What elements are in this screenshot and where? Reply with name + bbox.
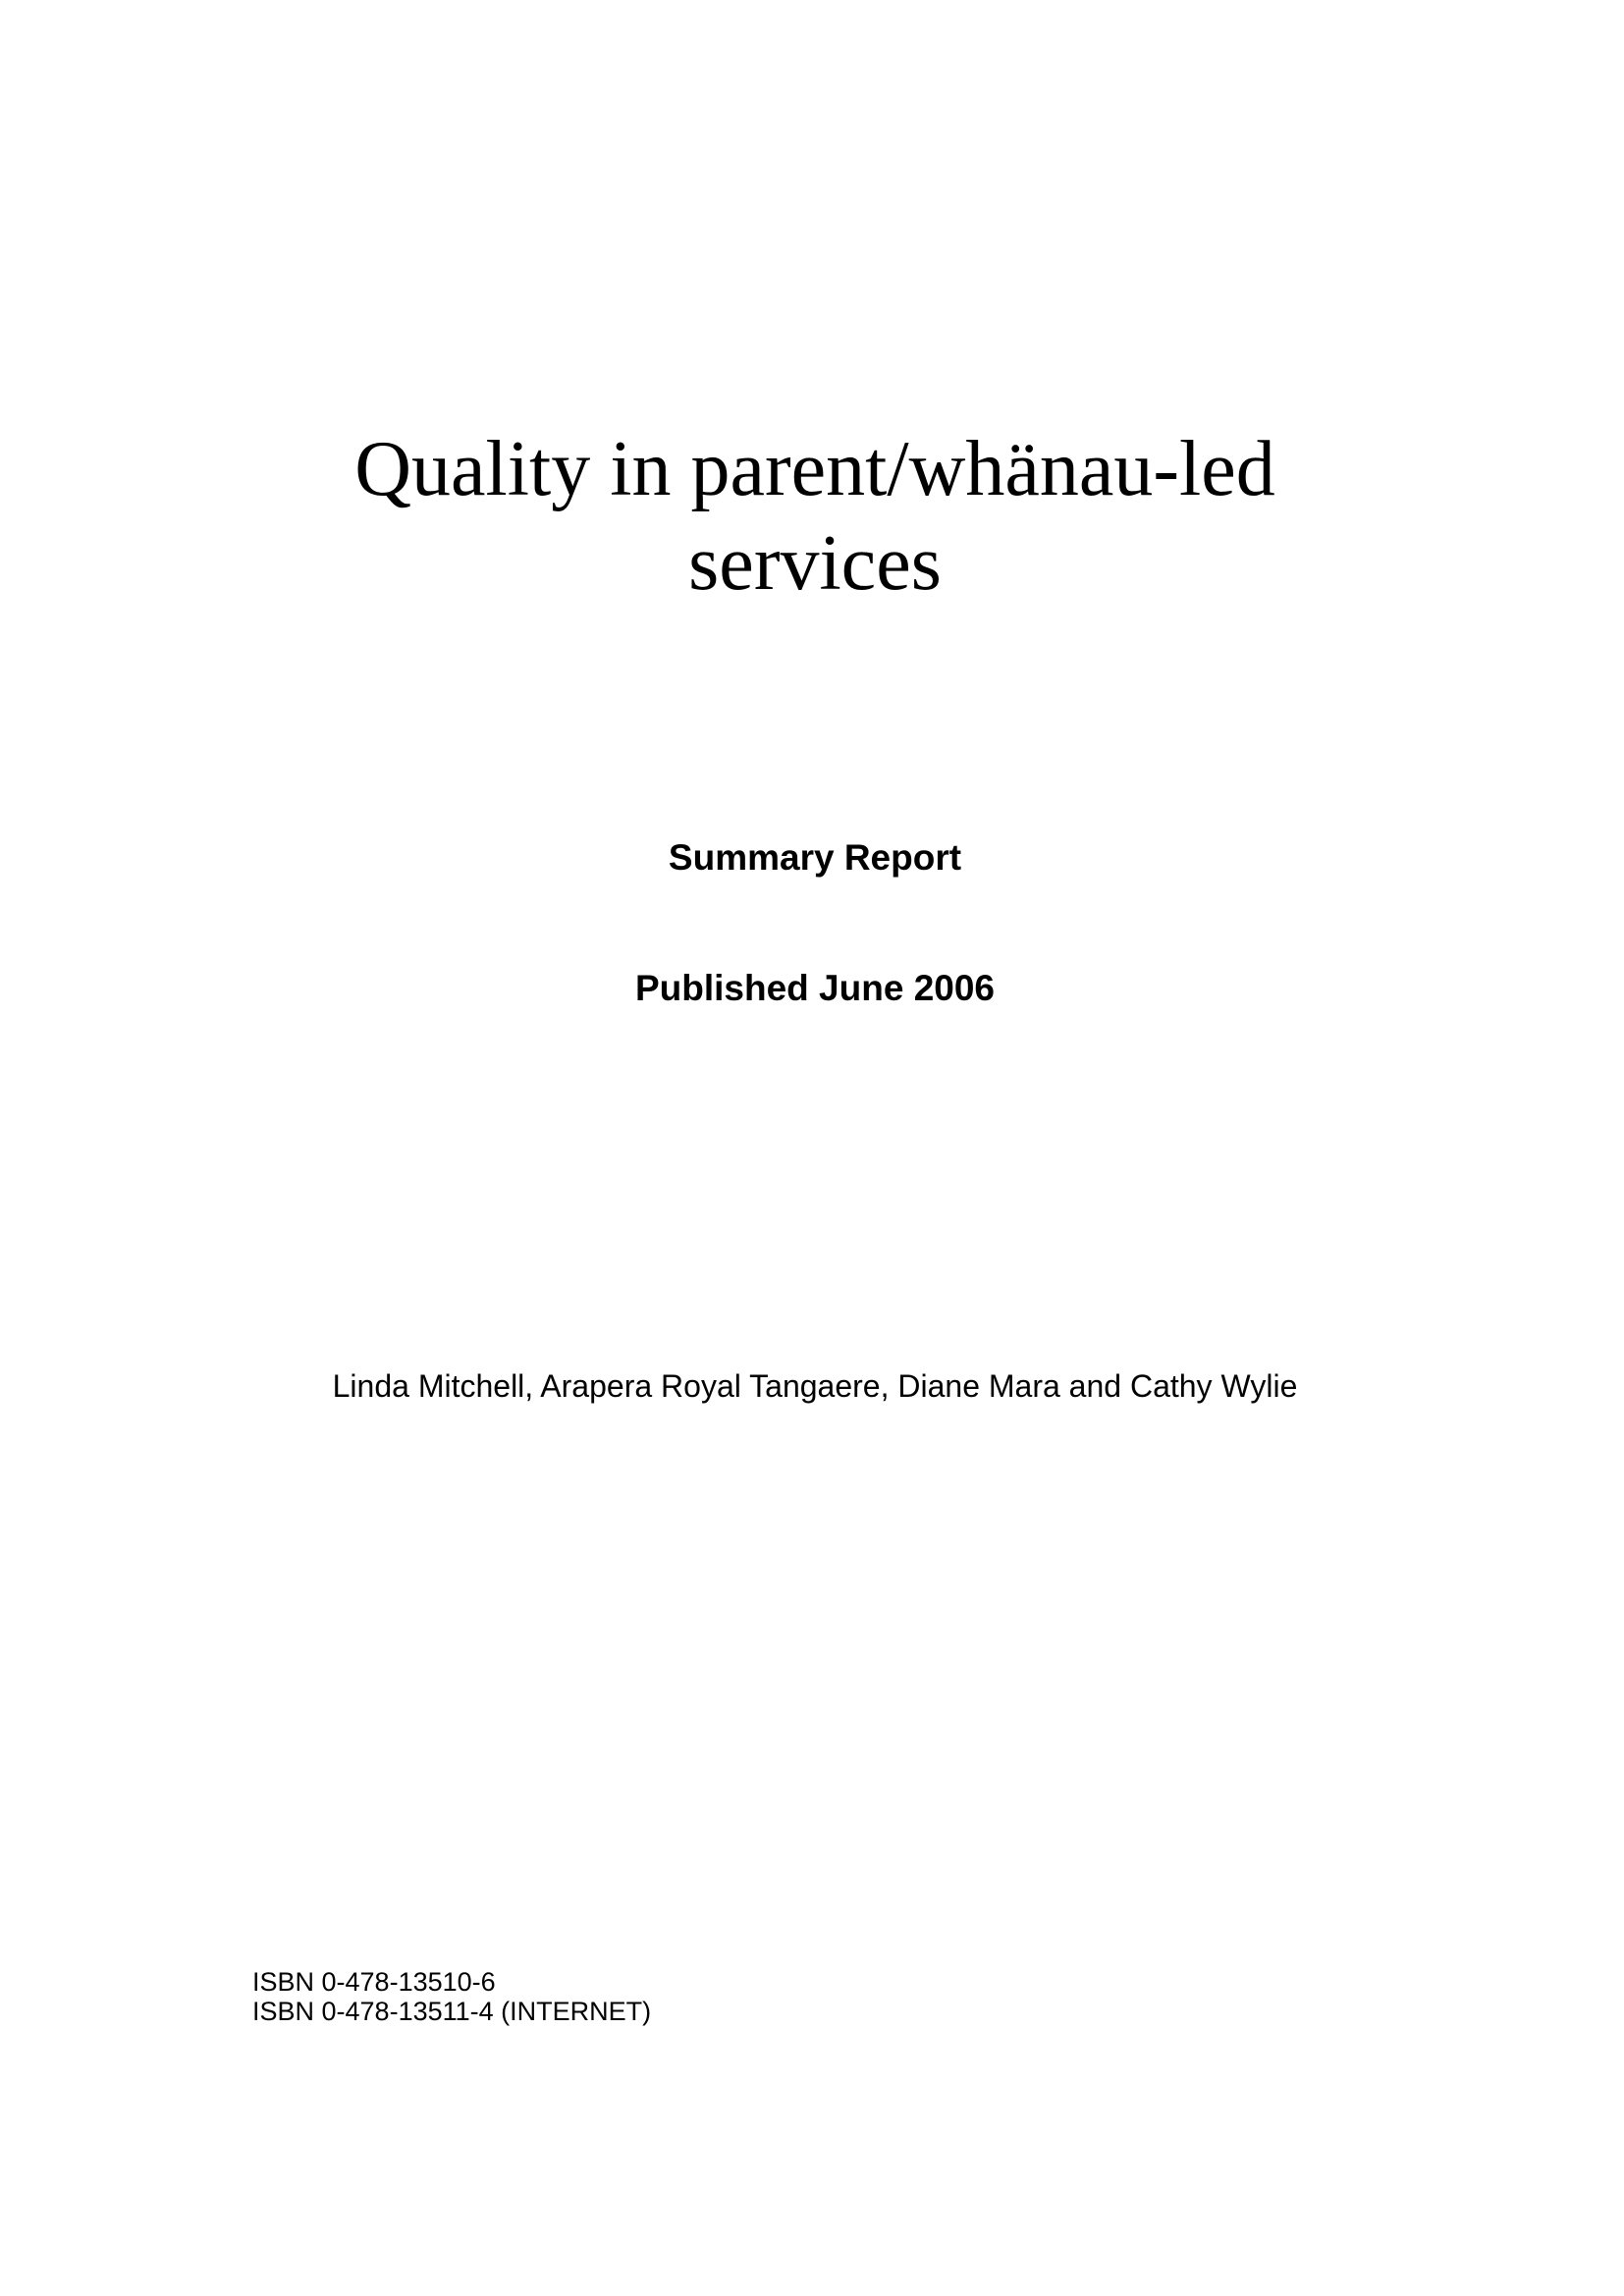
isbn-print: ISBN 0-478-13510-6 [252,1967,496,1997]
isbn-internet: ISBN 0-478-13511-4 (INTERNET) [252,1997,652,2026]
publication-date: Published June 2006 [634,968,996,1008]
document-title-line-2: services [688,520,942,607]
document-title-line-1: Quality in parent/whänau-led [354,426,1275,512]
document-title [245,422,1384,611]
report-type: Summary Report [668,837,962,878]
isbn-block [252,1967,651,2026]
authors: Linda Mitchell, Arapera Royal Tangaere, Diane Mara and Cathy Wylie [332,1368,1298,1404]
